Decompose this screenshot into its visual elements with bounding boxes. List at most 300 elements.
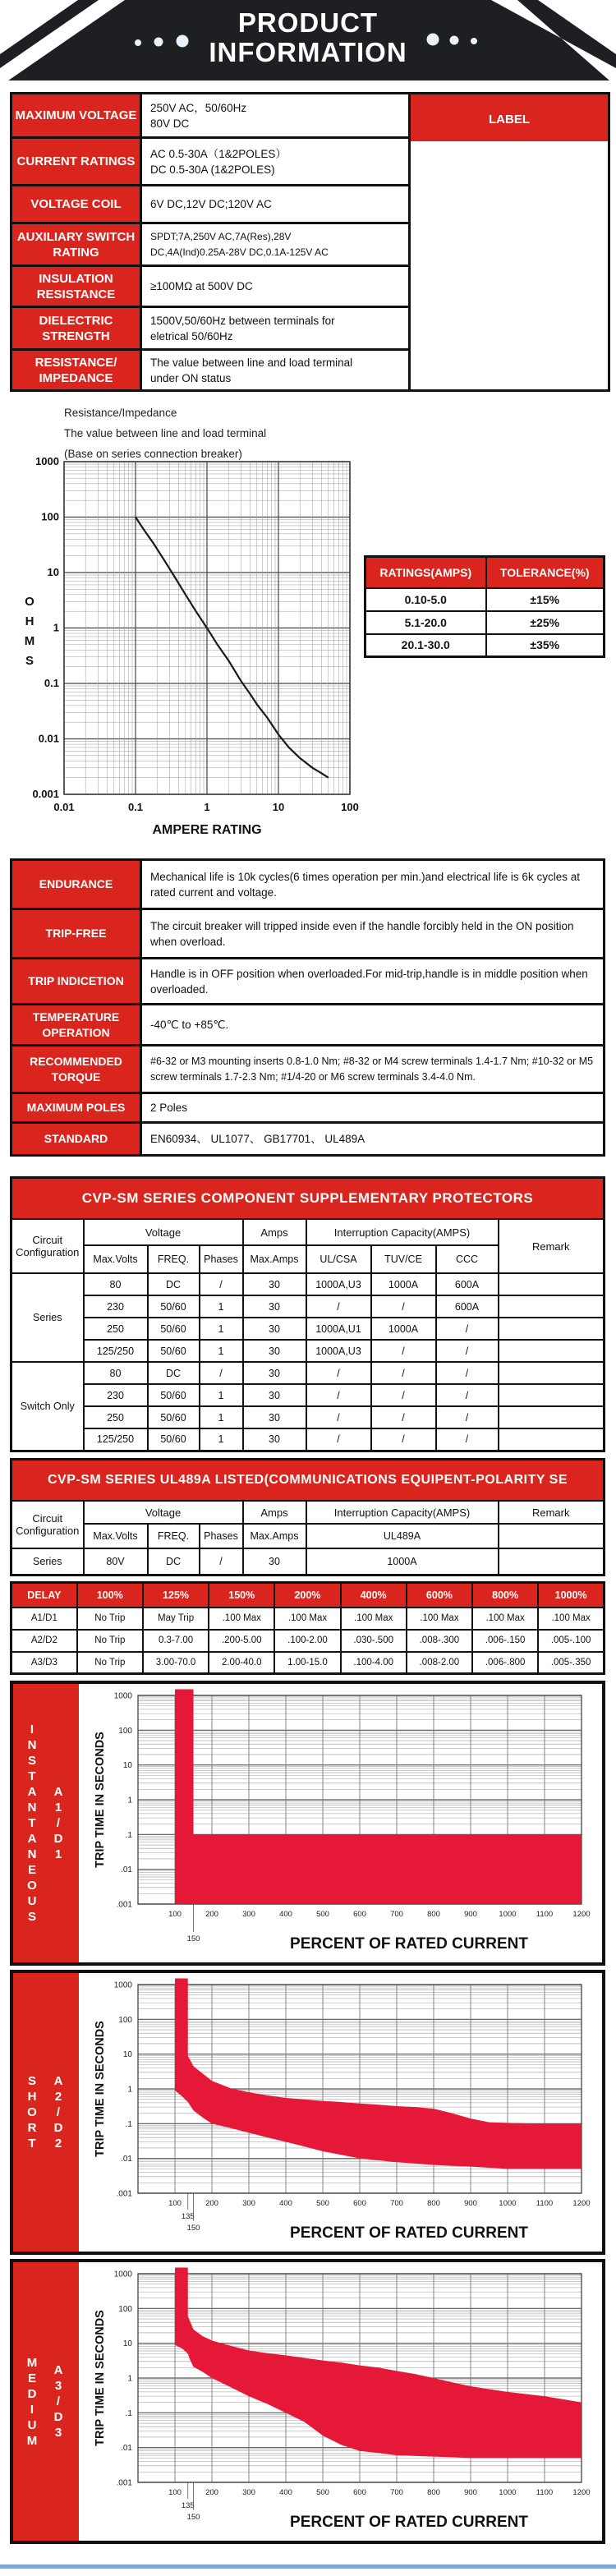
delay-cell: A1/D1 [11, 1608, 77, 1630]
svg-text:135: 135 [181, 2501, 195, 2510]
protector-cell: 80 [84, 1273, 148, 1295]
tolerance-cell: ±25% [486, 611, 605, 634]
svg-text:100: 100 [341, 801, 359, 813]
sidebar-letter: M [26, 2433, 38, 2448]
sidebar-letter: O [27, 2105, 37, 2119]
delay-cell: .100 Max [274, 1608, 340, 1630]
tolerance-table [364, 555, 605, 658]
protector-cell [499, 1428, 605, 1451]
sidebar-letter: T [28, 1816, 36, 1830]
protector-cell: 600A [436, 1295, 499, 1318]
delay-header-cell: DELAY [11, 1583, 77, 1608]
sidebar-letter: A [27, 1832, 37, 1846]
svg-text:400: 400 [279, 2488, 292, 2497]
svg-text:1100: 1100 [536, 2488, 554, 2497]
spec-value: The value between line and load terminal under ON status [141, 350, 410, 391]
svg-text:1200: 1200 [572, 2199, 591, 2208]
sidebar-letter: N [27, 1801, 37, 1815]
protector-cell [499, 1406, 605, 1428]
spec-value: AC 0.5-30A（1&2POLES） DC 0.5-30A (1&2POLES) [141, 138, 410, 186]
sidebar-word [21, 2262, 43, 2541]
protector-cell: 1 [200, 1428, 243, 1451]
spec-value: ≥100MΩ at 500V DC [141, 266, 410, 307]
delay-cell: No Trip [77, 1608, 143, 1630]
delay-cell: .008-.300 [407, 1630, 472, 1652]
svg-text:1: 1 [127, 2085, 132, 2095]
protector-cell: / [436, 1384, 499, 1406]
sidebar-word [21, 1684, 43, 1962]
svg-text:.01: .01 [121, 1865, 132, 1875]
delay-cell: .100-4.00 [341, 1652, 407, 1674]
svg-text:1000: 1000 [113, 1980, 132, 1990]
sidebar-code-letter: D [53, 2121, 63, 2135]
delay-cell: May Trip [143, 1608, 209, 1630]
spec-label: MAXIMUM VOLTAGE [11, 94, 141, 138]
ul489a-cell: Series [11, 1548, 84, 1575]
trip-chart-sidebar [13, 1973, 79, 2252]
svg-text:.01: .01 [121, 2155, 132, 2164]
svg-text:.1: .1 [125, 2408, 132, 2418]
svg-text:.001: .001 [116, 1900, 132, 1910]
sidebar-code-letter: D [53, 1832, 63, 1846]
sidebar-code-letter: 1 [54, 1801, 62, 1815]
sidebar-code [48, 2262, 69, 2541]
trip-chart-sidebar [13, 2262, 79, 2541]
svg-text:0.01: 0.01 [53, 801, 75, 813]
delay-header-cell: 100% [77, 1583, 143, 1608]
svg-text:0.001: 0.001 [32, 788, 59, 800]
delay-header-cell: 600% [407, 1583, 472, 1608]
sidebar-letter: I [30, 2402, 34, 2417]
svg-text:0.1: 0.1 [44, 677, 59, 689]
sidebar-letter: H [27, 2090, 37, 2104]
col-phases: Phases [200, 1524, 243, 1548]
spec-label: AUXILIARY SWITCH RATING [11, 223, 141, 266]
sidebar-code-letter: / [56, 1816, 61, 1830]
tolerance-cell: 20.1-30.0 [365, 634, 486, 657]
spec-label: RESISTANCE/ IMPEDANCE [11, 350, 141, 391]
svg-text:100: 100 [168, 2199, 182, 2208]
sidebar-letter: A [27, 1785, 37, 1799]
col-tuvce: TUV/CE [371, 1245, 436, 1273]
sidebar-code-letter: 3 [54, 2426, 62, 2440]
protector-cell: / [306, 1428, 371, 1451]
ul489a-table [10, 1458, 605, 1576]
label-header-cell [408, 92, 610, 146]
svg-text:600: 600 [353, 2199, 366, 2208]
delay-table [10, 1581, 605, 1675]
svg-text:PERCENT OF RATED CURRENT: PERCENT OF RATED CURRENT [290, 1935, 528, 1953]
sidebar-letter: E [27, 1863, 36, 1877]
protector-cell: 1000A,U3 [306, 1273, 371, 1295]
protector-cell: / [371, 1362, 436, 1384]
protector-cell: 600A [436, 1273, 499, 1295]
protector-cell [499, 1318, 605, 1340]
impedance-note: Resistance/Impedance The value between line and load terminal (Base on series connection breaker) [64, 407, 267, 460]
col-max-volts: Max.Volts [84, 1524, 148, 1548]
endurance-value: 2 Poles [141, 1093, 605, 1123]
svg-text:AMPERE RATING: AMPERE RATING [152, 823, 262, 837]
protector-cell: 1 [200, 1318, 243, 1340]
protector-table-title: CVP-SM SERIES COMPONENT SUPPLEMENTARY PROTECTORS [11, 1178, 605, 1220]
svg-text:10: 10 [122, 2050, 132, 2060]
svg-text:200: 200 [205, 1910, 218, 1919]
bottom-accent-line [0, 2564, 616, 2569]
ul489a-cell: DC [148, 1548, 200, 1575]
label-header-text: LABEL [489, 112, 530, 126]
delay-cell: .100 Max [209, 1608, 274, 1630]
sidebar-code-letter: 3 [54, 2379, 62, 2393]
col-remark-sub [499, 1524, 605, 1548]
sidebar-letter: N [27, 1847, 37, 1861]
delay-cell: .030-.500 [341, 1630, 407, 1652]
sidebar-code-letter: 2 [54, 2137, 62, 2150]
svg-text:135: 135 [181, 2212, 195, 2221]
col-interruption: Interruption Capacity(AMPS) [306, 1219, 499, 1245]
endurance-label: ENDURANCE [11, 860, 141, 909]
endurance-label: RECOMMENDED TORQUE [11, 1046, 141, 1093]
svg-text:.1: .1 [125, 2119, 132, 2129]
trip-chart-panel-instantaneous [10, 1681, 605, 1966]
protector-cell: / [306, 1406, 371, 1428]
svg-text:100: 100 [118, 2304, 132, 2314]
delay-cell: 3.00-70.0 [143, 1652, 209, 1674]
svg-text:1000: 1000 [113, 2270, 132, 2279]
sidebar-letter: S [27, 2074, 36, 2088]
tolerance-cell: ±35% [486, 634, 605, 657]
svg-text:300: 300 [242, 2199, 255, 2208]
svg-text:1200: 1200 [572, 1910, 591, 1919]
svg-text:900: 900 [464, 1910, 477, 1919]
protector-cell: 1 [200, 1295, 243, 1318]
spec-table [10, 92, 411, 392]
svg-text:700: 700 [390, 2199, 403, 2208]
sidebar-code-letter: A [53, 2074, 63, 2088]
sidebar-letter: U [27, 2417, 37, 2432]
svg-text:10: 10 [122, 2339, 132, 2349]
label-empty-cell [408, 141, 610, 392]
endurance-value: -40℃ to +85℃. [141, 1005, 605, 1046]
delay-cell: No Trip [77, 1652, 143, 1674]
col-freq: FREQ. [148, 1245, 200, 1273]
svg-text:600: 600 [353, 1910, 366, 1919]
protector-cell: / [371, 1406, 436, 1428]
svg-text:900: 900 [464, 2488, 477, 2497]
col-ul489a: UL489A [306, 1524, 499, 1548]
svg-text:600: 600 [353, 2488, 366, 2497]
protector-cell: 80 [84, 1362, 148, 1384]
trip-time-chart-a2d2 [79, 1973, 602, 2245]
protector-cell: / [371, 1428, 436, 1451]
delay-header-cell: 125% [143, 1583, 209, 1608]
spec-value: SPDT;7A,250V AC,7A(Res),28V DC,4A(Ind)0.25A-28V DC,0.1A-125V AC [141, 223, 410, 266]
protector-cell: 125/250 [84, 1428, 148, 1451]
svg-text:.1: .1 [125, 1830, 132, 1840]
protector-cell: / [371, 1295, 436, 1318]
spec-label: INSULATION RESISTANCE [11, 266, 141, 307]
col-ccc: CCC [436, 1245, 499, 1273]
col-circuit-configuration: Circuit Configuration [11, 1501, 84, 1548]
protector-cell: 30 [243, 1362, 306, 1384]
delay-cell: .006-.150 [472, 1630, 538, 1652]
protector-cell: / [436, 1406, 499, 1428]
endurance-table [10, 858, 605, 1157]
protector-cell: 1000A [371, 1273, 436, 1295]
protector-cell: 1000A,U3 [306, 1340, 371, 1362]
delay-cell: .100 Max [538, 1608, 604, 1630]
protector-cell: 1000A,U1 [306, 1318, 371, 1340]
sidebar-letter: E [27, 2371, 36, 2385]
sidebar-letter: S [27, 1910, 36, 1924]
svg-text:H: H [25, 614, 34, 628]
protector-cell: 50/60 [148, 1384, 200, 1406]
spec-value: 1500V,50/60Hz between terminals for eletrical 50/60Hz [141, 307, 410, 350]
svg-text:.001: .001 [116, 2478, 132, 2488]
delay-cell: .008-2.00 [407, 1652, 472, 1674]
svg-text:1000: 1000 [499, 2199, 517, 2208]
trip-time-chart-a1d1 [79, 1684, 602, 1956]
svg-text:150: 150 [186, 1934, 200, 1944]
protector-cell: 250 [84, 1406, 148, 1428]
endurance-label: TRIP INDICETION [11, 959, 141, 1005]
sidebar-letter: I [30, 1723, 34, 1736]
svg-text:10: 10 [47, 566, 59, 578]
trip-chart-panel-medium [10, 2259, 605, 2544]
svg-text:300: 300 [242, 1910, 255, 1919]
spec-label: CURRENT RATINGS [11, 138, 141, 186]
protector-cell: 125/250 [84, 1340, 148, 1362]
svg-text:900: 900 [464, 2199, 477, 2208]
delay-cell: .100 Max [407, 1608, 472, 1630]
sidebar-letter: U [27, 1894, 37, 1908]
endurance-value: Handle is in OFF position when overloaded.For mid-trip,handle is in middle position when overloaded. [141, 959, 605, 1005]
protector-cell: 50/60 [148, 1340, 200, 1362]
svg-text:150: 150 [186, 2513, 200, 2522]
page-title: PRODUCT INFORMATION [209, 7, 407, 67]
endurance-value: Mechanical life is 10k cycles(6 times operation per min.)and electrical life is 6k cycles at rated current and voltage. [141, 860, 605, 909]
svg-text:TRIP TIME IN SECONDS: TRIP TIME IN SECONDS [94, 1732, 107, 1868]
svg-text:500: 500 [316, 2488, 329, 2497]
group-cell: Switch Only [11, 1362, 84, 1451]
delay-header-cell: 1000% [538, 1583, 604, 1608]
sidebar-code-letter: 1 [54, 1847, 62, 1861]
col-remark: Remark [499, 1219, 605, 1273]
protector-cell: / [306, 1362, 371, 1384]
svg-text:M: M [24, 634, 35, 648]
col-max-amps: Max.Amps [243, 1524, 306, 1548]
protector-cell: / [436, 1318, 499, 1340]
protector-cell: / [306, 1295, 371, 1318]
col-freq: FREQ. [148, 1524, 200, 1548]
delay-cell: 0.3-7.00 [143, 1630, 209, 1652]
protector-table [10, 1176, 605, 1452]
protector-cell: 30 [243, 1428, 306, 1451]
col-voltage: Voltage [84, 1501, 243, 1524]
sidebar-letter: S [27, 1754, 36, 1768]
protector-cell: 1000A [371, 1318, 436, 1340]
protector-cell: 30 [243, 1295, 306, 1318]
svg-text:PERCENT OF RATED CURRENT: PERCENT OF RATED CURRENT [290, 2224, 528, 2242]
sidebar-code-letter: 2 [54, 2090, 62, 2104]
delay-cell: .005-.350 [538, 1652, 604, 1674]
protector-cell: 230 [84, 1384, 148, 1406]
protector-cell [499, 1273, 605, 1295]
endurance-label: TRIP-FREE [11, 909, 141, 959]
col-amps: Amps [243, 1219, 306, 1245]
protector-cell: 50/60 [148, 1428, 200, 1451]
protector-cell: DC [148, 1362, 200, 1384]
svg-text:200: 200 [205, 2199, 218, 2208]
svg-text:0.01: 0.01 [38, 732, 59, 745]
endurance-label: STANDARD [11, 1123, 141, 1156]
delay-cell: .006-.800 [472, 1652, 538, 1674]
svg-text:700: 700 [390, 1910, 403, 1919]
svg-text:300: 300 [242, 2488, 255, 2497]
sidebar-letter: T [28, 1769, 36, 1783]
col-remark: Remark [499, 1501, 605, 1524]
trip-time-chart-a3d3 [79, 2262, 602, 2534]
svg-text:800: 800 [427, 2199, 440, 2208]
delay-cell: .100 Max [472, 1608, 538, 1630]
protector-cell [499, 1295, 605, 1318]
delay-cell: 1.00-15.0 [274, 1652, 340, 1674]
delay-header-cell: 200% [274, 1583, 340, 1608]
protector-cell: 1 [200, 1340, 243, 1362]
svg-text:700: 700 [390, 2488, 403, 2497]
spec-label: VOLTAGE COIL [11, 186, 141, 223]
svg-text:150: 150 [186, 2224, 200, 2233]
protector-cell: / [436, 1428, 499, 1451]
svg-text:100: 100 [168, 1910, 182, 1919]
protector-cell: 230 [84, 1295, 148, 1318]
delay-cell: .200-5.00 [209, 1630, 274, 1652]
svg-text:1100: 1100 [536, 1910, 554, 1919]
delay-cell: No Trip [77, 1630, 143, 1652]
col-interruption: Interruption Capacity(AMPS) [306, 1501, 499, 1524]
delay-cell: .100 Max [341, 1608, 407, 1630]
trip-chart-panel-short [10, 1970, 605, 2255]
svg-text:O: O [25, 595, 34, 609]
endurance-label: TEMPERATURE OPERATION [11, 1005, 141, 1046]
tolerance-cell: 5.1-20.0 [365, 611, 486, 634]
col-max-amps: Max.Amps [243, 1245, 306, 1273]
delay-cell: .100-2.00 [274, 1630, 340, 1652]
page-header [0, 0, 616, 80]
svg-text:1: 1 [127, 1796, 132, 1806]
protector-cell: / [371, 1384, 436, 1406]
protector-cell: 1 [200, 1384, 243, 1406]
endurance-value: The circuit breaker will tripped inside even if the handle forcibly held in the ON position when overload. [141, 909, 605, 959]
sidebar-code-letter: A [53, 1785, 63, 1799]
svg-text:500: 500 [316, 2199, 329, 2208]
svg-text:TRIP TIME IN SECONDS: TRIP TIME IN SECONDS [94, 2310, 107, 2446]
protector-cell: / [200, 1273, 243, 1295]
delay-header-cell: 800% [472, 1583, 538, 1608]
svg-text:10: 10 [122, 1761, 132, 1771]
spec-value: 6V DC,12V DC;120V AC [141, 186, 410, 223]
tolerance-cell: 0.10-5.0 [365, 588, 486, 611]
svg-text:1000: 1000 [113, 1691, 132, 1701]
svg-text:TRIP TIME IN SECONDS: TRIP TIME IN SECONDS [94, 2021, 107, 2157]
sidebar-code [48, 1973, 69, 2252]
ul489a-cell: 80V [84, 1548, 148, 1575]
svg-text:1000: 1000 [499, 1910, 517, 1919]
svg-text:100: 100 [118, 1726, 132, 1736]
protector-cell: 50/60 [148, 1295, 200, 1318]
protector-cell: DC [148, 1273, 200, 1295]
svg-text:.001: .001 [116, 2189, 132, 2199]
col-ulcsa: UL/CSA [306, 1245, 371, 1273]
sidebar-code [48, 1684, 69, 1962]
protector-cell: / [371, 1340, 436, 1362]
sidebar-letter: M [26, 2355, 38, 2370]
svg-text:1100: 1100 [536, 2199, 554, 2208]
protector-cell: 1 [200, 1406, 243, 1428]
endurance-label: MAXIMUM POLES [11, 1093, 141, 1123]
col-phases: Phases [200, 1245, 243, 1273]
sidebar-word [21, 1973, 43, 2252]
protector-cell: / [436, 1362, 499, 1384]
protector-cell: / [200, 1362, 243, 1384]
sidebar-letter: N [27, 1738, 37, 1752]
protector-cell: / [436, 1340, 499, 1362]
protector-cell: 250 [84, 1318, 148, 1340]
endurance-value: EN60934、 UL1077、 GB17701、 UL489A [141, 1123, 605, 1156]
sidebar-letter: T [28, 2137, 36, 2150]
delay-cell: A3/D3 [11, 1652, 77, 1674]
sidebar-code-letter: A [53, 2363, 63, 2377]
svg-text:1: 1 [127, 2374, 132, 2384]
impedance-chart [15, 453, 368, 840]
svg-text:1: 1 [204, 801, 210, 813]
sidebar-letter: D [27, 2386, 37, 2401]
svg-text:0.1: 0.1 [127, 801, 144, 813]
svg-text:PERCENT OF RATED CURRENT: PERCENT OF RATED CURRENT [290, 2514, 528, 2531]
sidebar-letter: O [27, 1879, 37, 1893]
tolerance-cell: ±15% [486, 588, 605, 611]
sidebar-code-letter: / [56, 2394, 61, 2408]
col-voltage: Voltage [84, 1219, 243, 1245]
col-amps: Amps [243, 1501, 306, 1524]
protector-cell: 50/60 [148, 1318, 200, 1340]
sidebar-letter: R [27, 2121, 37, 2135]
tolerance-header: RATINGS(AMPS) [365, 557, 486, 588]
protector-cell: 30 [243, 1384, 306, 1406]
col-circuit-configuration: Circuit Configuration [11, 1219, 84, 1273]
ul489a-cell: 1000A [306, 1548, 499, 1575]
svg-text:400: 400 [279, 1910, 292, 1919]
protector-cell: 50/60 [148, 1406, 200, 1428]
svg-text:10: 10 [272, 801, 285, 813]
delay-cell: A2/D2 [11, 1630, 77, 1652]
protector-cell: 30 [243, 1340, 306, 1362]
group-cell: Series [11, 1273, 84, 1362]
protector-cell: 30 [243, 1318, 306, 1340]
sidebar-code-letter: / [56, 2105, 61, 2119]
delay-cell: .005-.100 [538, 1630, 604, 1652]
ul489a-cell [499, 1548, 605, 1575]
trip-chart-sidebar [13, 1684, 79, 1962]
svg-text:1200: 1200 [572, 2488, 591, 2497]
svg-text:.01: .01 [121, 2444, 132, 2454]
endurance-value: #6-32 or M3 mounting inserts 0.8-1.0 Nm; #8-32 or M4 screw terminals 1.4-1.7 Nm; #10-32 or M5 screw terminals 1.7-2.3 Nm; #1/4-20 or M6 screw terminals 3.4-4.0 Nm. [141, 1046, 605, 1093]
svg-text:500: 500 [316, 1910, 329, 1919]
svg-text:800: 800 [427, 1910, 440, 1919]
svg-text:1: 1 [53, 621, 59, 634]
ul489a-table-title: CVP-SM SERIES UL489A LISTED(COMMUNICATIONS EQUIPENT-POLARITY SE [11, 1460, 605, 1502]
protector-cell: / [306, 1384, 371, 1406]
protector-cell [499, 1340, 605, 1362]
